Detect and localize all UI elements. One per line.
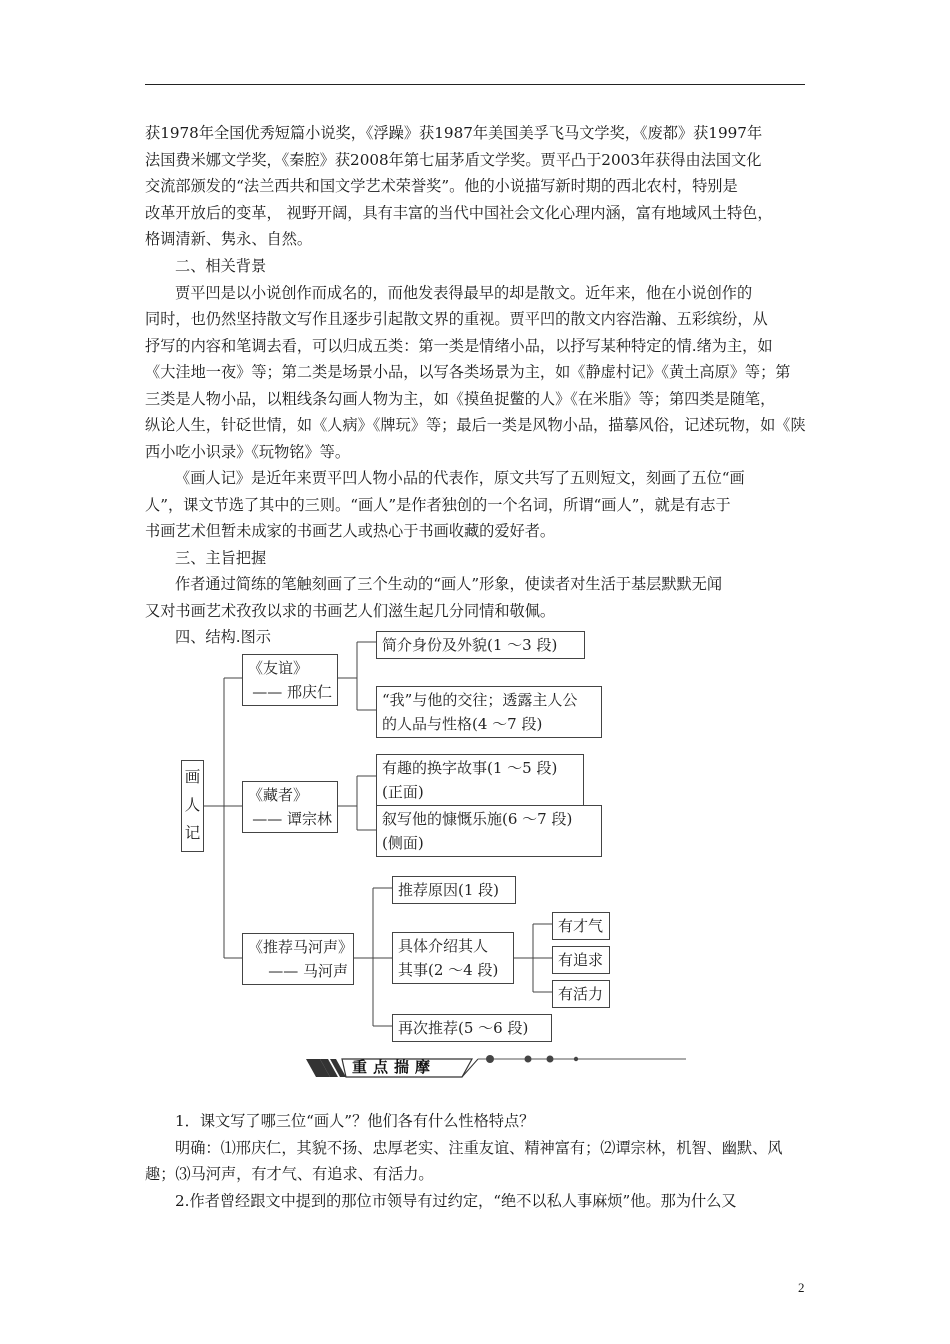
root-char: 画	[184, 768, 201, 786]
text-line: 书画艺术但暂未成家的书画艺人或热心于书画收藏的爱好者。	[145, 522, 556, 540]
diagram-root-box	[181, 760, 204, 852]
questions-section	[145, 1108, 809, 1214]
text-line: 抒写的内容和笔调去看，可以归成五类：第一类是情绪小品，以抒写某种特定的情.绪为主，如	[145, 336, 773, 355]
branch-person: —— 邢庆仁	[252, 683, 332, 701]
item-text: 其事(2 ～4 段)	[398, 961, 499, 979]
text-line: 作者通过简练的笔触刻画了三个生动的“画人”形象，使读者对生活于基层默默无闻	[175, 575, 723, 593]
branch3-item-1	[392, 876, 516, 904]
text-line: 纵论人生，针砭世情，如《人病》《牌玩》等；最后一类是风物小品，描摹风俗，记述玩物，如《陕	[145, 416, 806, 434]
trait-box	[552, 912, 610, 940]
branch-person: —— 马河声	[268, 962, 348, 980]
branch1-item-2	[376, 686, 602, 738]
text-line: 西小吃小识录》《玩物铭》等。	[145, 442, 351, 461]
answer-1-line: 趣；⑶马河声，有才气、有追求、有活力。	[145, 1165, 434, 1183]
text-line: 获1978年全国优秀短篇小说奖，《浮躁》获1987年美国美孚飞马文学奖，《废都》获1997年	[145, 124, 763, 142]
item-text: (侧面)	[382, 834, 424, 852]
question-2: 2.作者曾经跟文中提到的那位市领导有过约定，“绝不以私人事麻烦”他。那为什么又	[175, 1191, 737, 1210]
item-text: 简介身份及外貌(1 ～3 段)	[382, 636, 558, 654]
intro-paragraph	[145, 120, 809, 253]
text-line: 同时，也仍然坚持散文写作且逐步引起散文界的重视。贾平凹的散文内容浩瀚、五彩缤纷，从	[145, 310, 768, 328]
text-line: 《大洼地一夜》等；第二类是场景小品，以写各类场景为主，如《静虚村记》《黄土高原》等；第	[145, 363, 791, 381]
page-number: 2	[798, 1280, 805, 1295]
text-line: 改革开放后的变革， 视野开阔，具有丰富的当代中国社会文化心理内涵，富有地域风土特色，	[145, 203, 773, 222]
item-text: “我”与他的交往；透露主人公	[382, 691, 578, 709]
branch2-item-1	[376, 754, 584, 806]
branch1-item-1	[376, 631, 585, 659]
item-text: 再次推荐(5 ～6 段)	[398, 1019, 529, 1037]
trait-text: 有才气	[558, 917, 604, 935]
text-line: 交流部颁发的“法兰西共和国文学艺术荣誉奖”。他的小说描写新时期的西北农村，特别是	[145, 177, 738, 195]
trait-text: 有活力	[558, 985, 604, 1003]
branch-person: —— 谭宗林	[252, 810, 332, 828]
text-line: 格调清新、隽永、自然。	[145, 230, 313, 248]
question-1: 1．课文写了哪三位“画人”？他们各有什么性格特点？	[175, 1112, 535, 1130]
branch2-item-2	[376, 805, 602, 857]
trait-text: 有追求	[558, 951, 604, 969]
trait-box	[552, 946, 610, 974]
branch-title: 《友谊》	[248, 659, 309, 677]
text-line: 法国费米娜文学奖，《秦腔》获2008年第七届茅盾文学奖。贾平凸于2003年获得由法国文化	[145, 150, 762, 169]
header-rule	[145, 84, 805, 85]
answer-1-line: 明确：⑴邢庆仁，其貌不扬、忠厚老实、注重友谊、精神富有；⑵谭宗林，机智、幽默、风	[175, 1138, 783, 1157]
branch-title: 《推荐马河声》	[248, 938, 354, 956]
item-text: 具体介绍其人	[398, 937, 489, 955]
text-line: 贾平凹是以小说创作而成名的，而他发表得最早的却是散文。近年来，他在小说创作的	[175, 283, 753, 302]
branch3-item-2	[392, 932, 514, 984]
text-line: 《画人记》是近年来贾平凹人物小品的代表作，原文共写了五则短文，刻画了五位“画	[175, 469, 745, 487]
item-text: 叙写他的慷慨乐施(6 ～7 段)	[382, 810, 573, 828]
branch-title: 《藏者》	[248, 786, 309, 804]
root-char: 记	[184, 824, 201, 842]
item-text: 有趣的换字故事(1 ～5 段)	[382, 759, 558, 777]
banner-title: 重点揣摩	[352, 1058, 437, 1076]
section-heading: 三、主旨把握	[175, 548, 267, 567]
text-line: 人”，课文节选了其中的三则。“画人”是作者独创的一个名词，所谓“画人”，就是有志于	[145, 495, 731, 514]
section-background	[145, 253, 809, 651]
item-text: (正面)	[382, 783, 424, 801]
item-text: 推荐原因(1 段)	[398, 881, 500, 899]
branch3-item-3	[392, 1014, 552, 1042]
trait-box	[552, 980, 610, 1008]
text-line: 三类是人物小品，以粗线条勾画人物为主，如《摸鱼捉鳖的人》《在米脂》等；第四类是随笔，	[145, 389, 776, 408]
branch-tuijian	[242, 933, 354, 985]
section-heading: 二、相关背景	[175, 257, 267, 275]
text-line: 又对书画艺术孜孜以求的书画艺人们滋生起几分同情和敬佩。	[145, 601, 556, 620]
branch-youyi	[242, 654, 338, 706]
root-char: 人	[184, 796, 201, 814]
section-heading: 四、结构.图示	[175, 628, 271, 646]
branch-cangzhe	[242, 781, 338, 833]
item-text: 的人品与性格(4 ～7 段)	[382, 715, 543, 733]
